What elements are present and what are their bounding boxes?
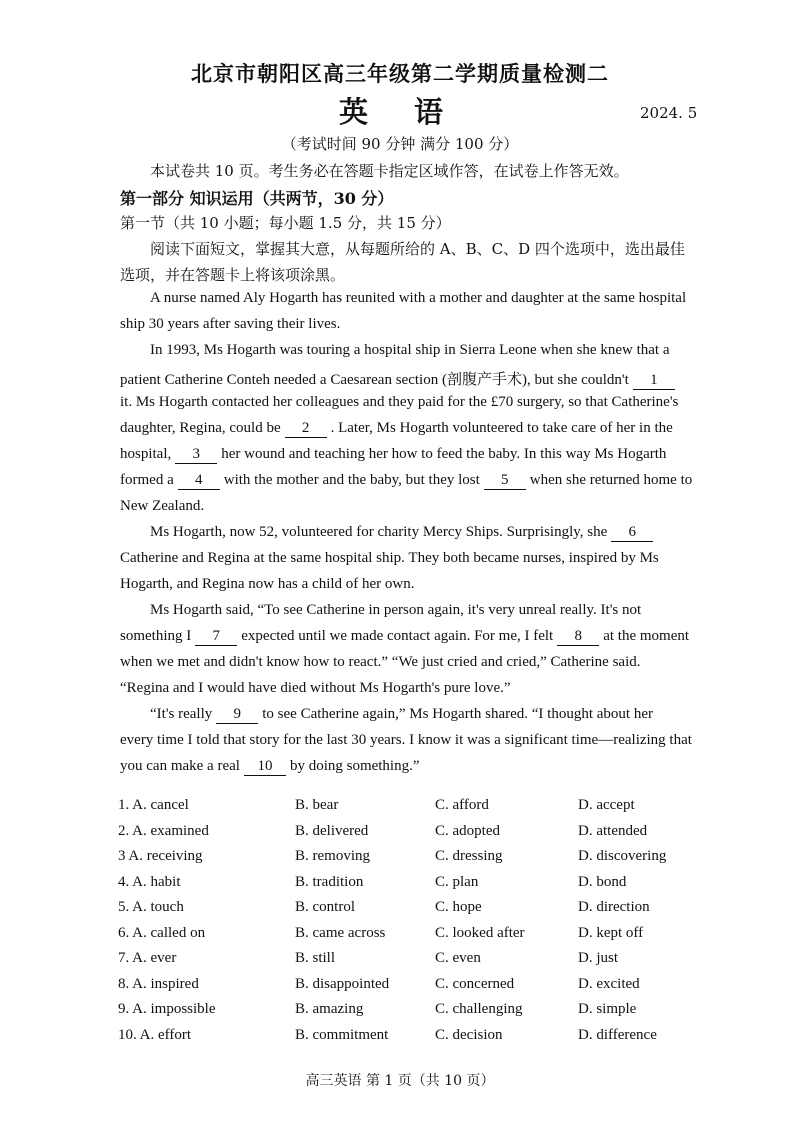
option-3-c: C. dressing [435,848,503,864]
option-3-d: D. discovering [578,848,667,864]
passage-text: at the moment [603,628,690,644]
option-8-b: B. disappointed [295,975,390,992]
option-6-c: C. looked after [435,924,525,941]
option-7-d: D. just [578,950,619,966]
passage-line: every time I told that story for the last 30 years. I know it was a significant time—realizing that [120,732,692,748]
passage-line: A nurse named Aly Hogarth has reunited with a mother and daughter at the same hospital [150,290,687,306]
passage-text: hospital, [120,446,172,462]
option-6-b: B. came across [295,924,386,941]
passage-text: Ms Hogarth, now 52, volunteered for charity Mercy Ships. Surprisingly, she [150,524,608,540]
passage-line [120,628,689,646]
passage-text: her wound and teaching her how to feed the baby. In this way Ms Hogarth [221,446,667,462]
passage-text: formed a [120,472,174,488]
subject-title: 英 语 [338,95,462,129]
passage-line: In 1993, Ms Hogarth was touring a hospital ship in Sierra Leone when she knew that a [150,342,670,358]
option-5-a: 5. A. touch [118,899,184,915]
option-2-c: C. adopted [435,822,500,839]
option-5-b: B. control [295,899,355,915]
option-3-a: 3 A. receiving [118,848,203,864]
option-8-a: 8. A. inspired [118,975,199,992]
option-10-d: D. difference [578,1026,657,1043]
intro-text: 本试卷共 10 页。考生务必在答题卡指定区域作答，在试卷上作答无效。 [150,162,629,180]
blank-10: 10 [244,758,286,776]
passage-line [120,446,666,464]
option-6-a: 6. A. called on [118,924,206,941]
option-2-d: D. attended [578,822,648,839]
option-7-c: C. even [435,950,481,966]
passage-line [120,420,673,438]
option-2-a: 2. A. examined [118,822,209,839]
blank-9: 9 [216,706,258,724]
passage-line: “Regina and I would have died without Ms Hogarth's pure love.” [120,680,511,696]
passage-text: daughter, Regina, could be [120,420,281,436]
passage-line: New Zealand. [120,498,205,514]
time-note: （考试时间 90 分钟 满分 100 分） [281,135,519,153]
passage-text: with the mother and the baby, but they lost [223,472,480,488]
option-1-b: B. bear [295,797,339,813]
option-9-a: 9. A. impossible [118,1001,216,1017]
passage-text: expected until we made contact again. For me, I felt [241,628,554,644]
blank-4: 4 [178,472,220,490]
option-10-c: C. decision [435,1026,503,1043]
directions-line-2: 选项，并在答题卡上将该项涂黑。 [120,266,346,284]
option-2-b: B. delivered [295,822,369,839]
option-5-c: C. hope [435,899,482,915]
passage-line [120,472,692,490]
option-10-a: 10. A. effort [118,1026,192,1043]
option-5-d: D. direction [578,899,650,915]
exam-title: 北京市朝阳区高三年级第二学期质量检测二 [191,61,609,86]
directions-line-1: 阅读下面短文，掌握其大意，从每题所给的 A、B、C、D 四个选项中，选出最佳 [150,240,685,258]
option-4-a: 4. A. habit [118,873,181,890]
passage-line: when we met and didn't know how to react.” “We just cried and cried,” Catherine said. [120,654,641,670]
option-3-b: B. removing [295,848,370,864]
option-7-a: 7. A. ever [118,950,177,966]
passage-line: Catherine and Regina at the same hospital ship. They both became nurses, inspired by Ms [120,550,659,566]
option-6-d: D. kept off [578,924,644,941]
passage-line: Ms Hogarth said, “To see Catherine in person again, it's very unreal really. It's not [150,602,642,618]
part-title: 第一部分 知识运用（共两节，30 分） [120,189,394,208]
section-title: 第一节（共 10 小题；每小题 1.5 分，共 15 分） [120,214,451,232]
option-8-d: D. excited [578,975,640,992]
blank-6: 6 [611,524,653,542]
blank-1: 1 [633,372,675,390]
option-9-c: C. challenging [435,1001,523,1017]
exam-date: 2024. 5 [640,104,698,122]
passage-text: when she returned home to [529,472,693,488]
option-10-b: B. commitment [295,1026,389,1043]
blank-2: 2 [285,420,327,438]
passage-line [120,758,420,776]
option-1-a: 1. A. cancel [118,797,189,813]
passage-line [150,524,657,542]
passage-text: by doing something.” [289,758,420,774]
passage-text: patient Catherine Conteh needed a Caesarean section (剖腹产手术), but she couldn't [120,372,629,388]
option-4-b: B. tradition [295,873,364,890]
passage-line: Hogarth, and Regina now has a child of her own. [120,576,415,592]
option-7-b: B. still [295,950,336,966]
option-1-c: C. afford [435,797,489,813]
passage-line: ship 30 years after saving their lives. [120,316,341,332]
passage-text: you can make a real [120,758,240,774]
passage-line [150,706,653,724]
blank-8: 8 [557,628,599,646]
blank-7: 7 [195,628,237,646]
page-footer: 高三英语 第 1 页（共 10 页） [305,1073,495,1089]
option-1-d: D. accept [578,797,635,813]
option-9-d: D. simple [578,1001,637,1017]
option-9-b: B. amazing [295,1001,364,1017]
blank-5: 5 [484,472,526,490]
passage-text: . Later, Ms Hogarth volunteered to take care of her in the [330,420,673,436]
blank-3: 3 [175,446,217,464]
passage-text: “It's really [150,706,213,722]
option-4-d: D. bond [578,873,627,890]
passage-line: it. Ms Hogarth contacted her colleagues and they paid for the £70 surgery, so that Catherine's [120,394,679,410]
option-4-c: C. plan [435,873,479,890]
passage-line [120,368,679,390]
option-8-c: C. concerned [435,975,515,992]
passage-text: something I [120,628,192,644]
passage-text: to see Catherine again,” Ms Hogarth shared. “I thought about her [262,706,653,722]
